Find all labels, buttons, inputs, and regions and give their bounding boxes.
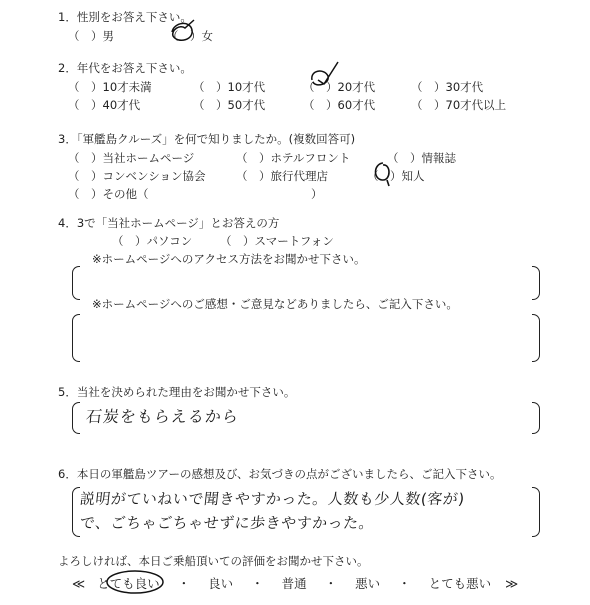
- check-mark-icon: [306, 60, 340, 94]
- q2-question: 2．年代をお答え下さい。: [58, 61, 192, 75]
- q3-question: 3．「軍艦島クルーズ」を何で知りましたか。(複数回答可): [58, 132, 356, 146]
- q6-answer-line2: で、ごちゃごちゃせずに歩きやすかった。: [79, 514, 376, 532]
- q2-option-10s[interactable]: （ ）10才代: [193, 80, 266, 94]
- rating-open-mark: ≪: [72, 576, 86, 591]
- q3-option-convention[interactable]: （ ）コンベンション協会: [68, 169, 206, 183]
- rating-separator: ・: [398, 576, 411, 591]
- q4-option-smartphone[interactable]: （ ）スマートフォン: [220, 234, 334, 248]
- q2-option-40s[interactable]: （ ）40才代: [68, 98, 141, 112]
- q4-access-prompt: ※ホームページへのアクセス方法をお聞かせ下さい。: [92, 252, 366, 266]
- rating-close-mark: ≫: [505, 576, 519, 591]
- rating-separator: ・: [324, 576, 338, 591]
- rating-option-very-bad[interactable]: とても悪い: [428, 576, 492, 591]
- q2-option-20s[interactable]: （ ）20才代: [303, 80, 376, 94]
- q4-impression-bracket-left: [72, 314, 80, 362]
- q6-question: 6．本日の軍艦島ツアーの感想及び、お気づきの点がございましたら、ご記入下さい。: [58, 467, 502, 481]
- q5-bracket-left: [72, 402, 80, 434]
- q1-option-male[interactable]: （ ）男: [68, 29, 114, 43]
- q4-question: 4．3で「当社ホームページ」とお答えの方: [58, 216, 280, 230]
- q2-option-60s[interactable]: （ ）60才代: [303, 98, 376, 112]
- q2-option-50s[interactable]: （ ）50才代: [193, 98, 266, 112]
- check-mark-icon: [371, 160, 395, 188]
- q3-option-acquaintance[interactable]: （ ）知人: [367, 169, 425, 183]
- rating-separator: ・: [251, 576, 264, 591]
- q5-answer-handwritten: 石炭をもらえるから: [84, 407, 240, 426]
- q3-option-homepage[interactable]: （ ）当社ホームページ: [68, 151, 195, 165]
- q1-question: 1．性別をお答え下さい。: [58, 10, 192, 24]
- q1-option-female[interactable]: （ ）女: [167, 29, 213, 43]
- q4-access-bracket-left: [72, 266, 80, 300]
- q3-other-close: ）: [311, 187, 323, 201]
- rating-separator: ・: [177, 576, 191, 591]
- rating-option-very-good[interactable]: とても良い: [97, 576, 160, 591]
- q6-bracket-right: [532, 487, 540, 537]
- q4-impression-bracket-right: [532, 314, 540, 362]
- selection-circle-icon: [104, 566, 166, 596]
- rating-option-average[interactable]: 普通: [281, 576, 307, 591]
- q3-option-other[interactable]: （ ）その他（: [68, 187, 149, 201]
- q3-option-magazine[interactable]: （ ）情報誌: [387, 151, 456, 165]
- rating-prompt: よろしければ、本日ご乗船頂いての評価をお聞かせ下さい。: [58, 554, 369, 568]
- q4-option-pc[interactable]: （ ）パソコン: [112, 234, 193, 248]
- q2-option-70s-plus[interactable]: （ ）70才代以上: [411, 98, 507, 112]
- rating-option-good[interactable]: 良い: [208, 576, 234, 591]
- q5-bracket-right: [532, 402, 540, 434]
- q3-option-hotel-front[interactable]: （ ）ホテルフロント: [236, 151, 351, 165]
- check-mark-icon: [168, 18, 198, 50]
- q6-answer-line1: 説明がていねいで聞きやすかった。人数も少人数(客が): [79, 490, 466, 508]
- q2-option-under10[interactable]: （ ）10才未満: [68, 80, 152, 94]
- rating-option-bad[interactable]: 悪い: [355, 576, 381, 591]
- q4-impression-prompt: ※ホームページへのご感想・ご意見などありましたら、ご記入下さい。: [92, 297, 458, 311]
- q4-access-bracket-right: [532, 266, 540, 300]
- q2-option-30s[interactable]: （ ）30才代: [411, 80, 484, 94]
- q3-option-travel-agency[interactable]: （ ）旅行代理店: [236, 169, 328, 183]
- q5-question: 5．当社を決められた理由をお聞かせ下さい。: [58, 385, 296, 399]
